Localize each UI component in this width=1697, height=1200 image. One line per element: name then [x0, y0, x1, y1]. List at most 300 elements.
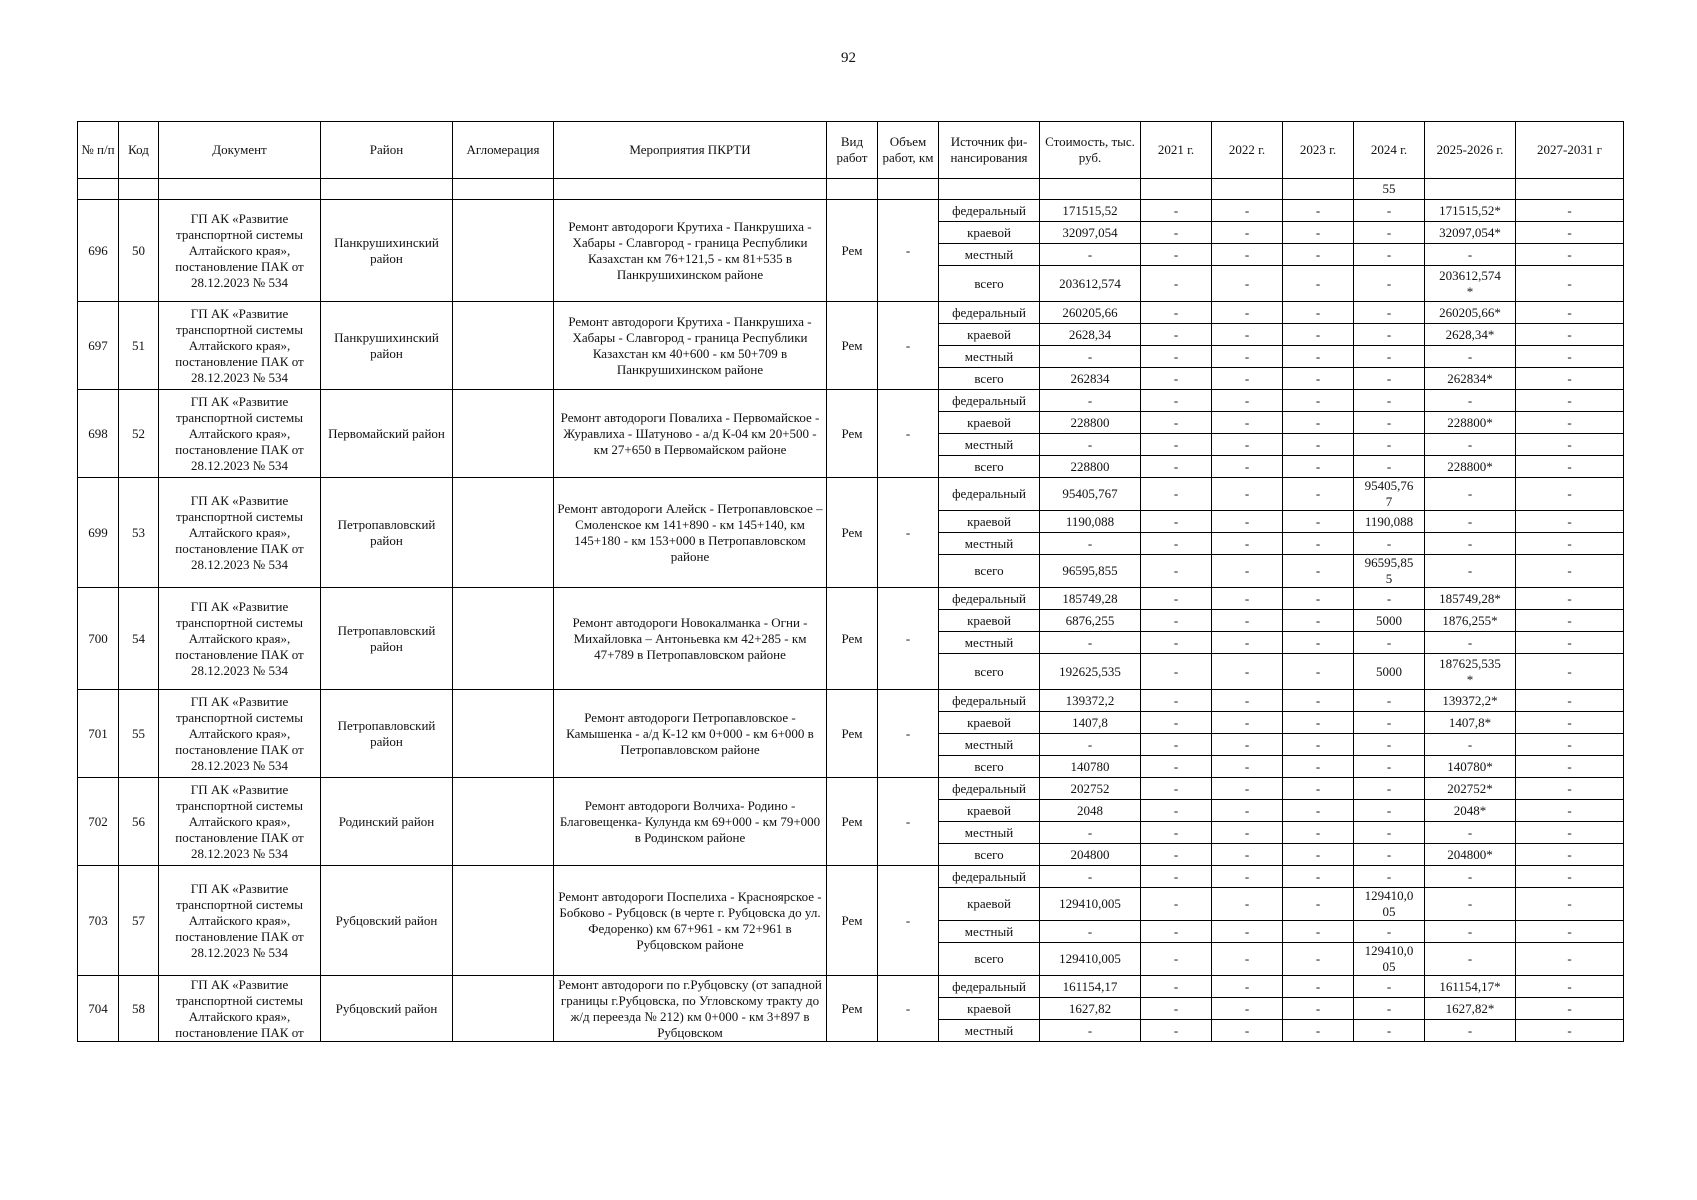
row-document: ГП АК «Развитие транспортной системы Алтайского края», постановление ПАК от 28.12.2023 № 534 — [159, 302, 321, 390]
row-agglomeration — [453, 866, 554, 976]
value-2027-2031: - — [1516, 610, 1624, 632]
funding-source: местный — [939, 346, 1040, 368]
value-2022: - — [1212, 734, 1283, 756]
funding-source: местный — [939, 533, 1040, 555]
row-volume: - — [878, 390, 939, 478]
row-num: 697 — [78, 302, 119, 390]
value-2023: - — [1283, 302, 1354, 324]
value-2024: - — [1354, 346, 1425, 368]
value-2027-2031: - — [1516, 734, 1624, 756]
row-agglomeration — [453, 302, 554, 390]
row-event: Ремонт автодороги Новокалманка - Огни - Михайловка – Антоньевка км 42+285 - км 47+789 в Петропавловском районе — [554, 588, 827, 690]
value-2024: - — [1354, 390, 1425, 412]
row-volume: - — [878, 478, 939, 588]
page-number: 92 — [841, 50, 856, 66]
row-agglomeration — [453, 690, 554, 778]
cost: 204800 — [1040, 844, 1141, 866]
value-2025-2026: 1407,8* — [1425, 712, 1516, 734]
value-2022: - — [1212, 511, 1283, 533]
cost: 161154,17 — [1040, 976, 1141, 998]
value-2024: - — [1354, 866, 1425, 888]
value-2027-2031: - — [1516, 866, 1624, 888]
value-2025-2026: - — [1425, 888, 1516, 921]
row-volume: - — [878, 200, 939, 302]
value-2024: - — [1354, 222, 1425, 244]
row-district: Первомайский район — [321, 390, 453, 478]
table-row — [78, 976, 1624, 998]
row-district: Рубцовский район — [321, 866, 453, 976]
value-2027-2031: - — [1516, 346, 1624, 368]
value-2023: - — [1283, 712, 1354, 734]
value-2023: - — [1283, 976, 1354, 998]
cost: - — [1040, 734, 1141, 756]
cost: - — [1040, 346, 1141, 368]
row-document: ГП АК «Развитие транспортной системы Алтайского края», постановление ПАК от 28.12.2023 № 534 — [159, 778, 321, 866]
value-2027-2031: - — [1516, 632, 1624, 654]
value-2023: - — [1283, 533, 1354, 555]
cost: - — [1040, 632, 1141, 654]
value-2022: - — [1212, 390, 1283, 412]
header-2025-2026: 2025-2026 г. — [1425, 122, 1516, 179]
value-2022: - — [1212, 690, 1283, 712]
value-2021: - — [1141, 222, 1212, 244]
value-2022: - — [1212, 976, 1283, 998]
funding-source: федеральный — [939, 302, 1040, 324]
value-2022: - — [1212, 943, 1283, 976]
row-event: Ремонт автодороги Крутиха - Панкрушиха - Хабары - Славгород - граница Республики Казахстан км 76+121,5 - км 81+535 в Панкрушихинском районе — [554, 200, 827, 302]
value-2021: - — [1141, 943, 1212, 976]
funding-source: местный — [939, 244, 1040, 266]
value-2021: - — [1141, 511, 1212, 533]
value-2025-2026: - — [1425, 533, 1516, 555]
value-2022: - — [1212, 800, 1283, 822]
value-2023: - — [1283, 511, 1354, 533]
value-2023: - — [1283, 888, 1354, 921]
row-num: 700 — [78, 588, 119, 690]
value-2024: - — [1354, 324, 1425, 346]
row-agglomeration — [453, 588, 554, 690]
row-volume: - — [878, 778, 939, 866]
value-2024: - — [1354, 368, 1425, 390]
table-row — [78, 866, 1624, 888]
value-2027-2031: - — [1516, 244, 1624, 266]
value-2024: - — [1354, 844, 1425, 866]
value-2021: - — [1141, 412, 1212, 434]
value-2021: - — [1141, 368, 1212, 390]
header-2021: 2021 г. — [1141, 122, 1212, 179]
row-document: ГП АК «Развитие транспортной системы Алтайского края», постановление ПАК от 28.12.2023 № 534 — [159, 478, 321, 588]
value-2027-2031: - — [1516, 222, 1624, 244]
cost: 202752 — [1040, 778, 1141, 800]
row-district: Петропавловский район — [321, 588, 453, 690]
row-district: Панкрушихинский район — [321, 200, 453, 302]
header-district: Район — [321, 122, 453, 179]
value-2022: - — [1212, 866, 1283, 888]
value-2025-2026: 161154,17* — [1425, 976, 1516, 998]
value-2021: - — [1141, 610, 1212, 632]
value-2024: - — [1354, 976, 1425, 998]
value-2024: 1190,088 — [1354, 511, 1425, 533]
value-2022: - — [1212, 244, 1283, 266]
value-2025-2026: 202752* — [1425, 778, 1516, 800]
value-2022: - — [1212, 888, 1283, 921]
value-2021: - — [1141, 478, 1212, 511]
value-2027-2031: - — [1516, 756, 1624, 778]
cost: 95405,767 — [1040, 478, 1141, 511]
row-agglomeration — [453, 200, 554, 302]
row-work-type: Рем — [827, 588, 878, 690]
value-2022: - — [1212, 200, 1283, 222]
value-2021: - — [1141, 800, 1212, 822]
cost: 228800 — [1040, 456, 1141, 478]
row-district: Петропавловский район — [321, 690, 453, 778]
header-row — [78, 122, 1624, 179]
table-row — [78, 778, 1624, 800]
value-2023: - — [1283, 324, 1354, 346]
value-2024: - — [1354, 690, 1425, 712]
value-2023: - — [1283, 921, 1354, 943]
header-num: № п/п — [78, 122, 119, 179]
value-2021: - — [1141, 346, 1212, 368]
value-2022: - — [1212, 434, 1283, 456]
value-2023: - — [1283, 266, 1354, 302]
value-2021: - — [1141, 390, 1212, 412]
cost: 6876,255 — [1040, 610, 1141, 632]
value-2021: - — [1141, 822, 1212, 844]
value-2025-2026: - — [1425, 511, 1516, 533]
value-2022: - — [1212, 632, 1283, 654]
value-2022: - — [1212, 266, 1283, 302]
value-2023: - — [1283, 555, 1354, 588]
value-2025-2026: 262834* — [1425, 368, 1516, 390]
value-2024: - — [1354, 921, 1425, 943]
cost: 129410,005 — [1040, 943, 1141, 976]
cost: 140780 — [1040, 756, 1141, 778]
value-2024: 5000 — [1354, 610, 1425, 632]
cost: - — [1040, 1020, 1141, 1042]
value-2022: - — [1212, 555, 1283, 588]
value-2027-2031: - — [1516, 844, 1624, 866]
cost: - — [1040, 533, 1141, 555]
value-2024: 129410,0 05 — [1354, 888, 1425, 921]
value-2027-2031: - — [1516, 888, 1624, 921]
value-2024: - — [1354, 302, 1425, 324]
cost: 96595,855 — [1040, 555, 1141, 588]
value-2025-2026: 32097,054* — [1425, 222, 1516, 244]
value-2021: - — [1141, 533, 1212, 555]
value-2025-2026: - — [1425, 346, 1516, 368]
row-event: Ремонт автодороги Алейск - Петропавловское – Смоленское км 141+890 - км 145+140, км 145+180 - км 153+000 в Петропавловском районе — [554, 478, 827, 588]
value-2022: - — [1212, 778, 1283, 800]
value-2021: - — [1141, 998, 1212, 1020]
header-2024: 2024 г. — [1354, 122, 1425, 179]
subheader-2024-value: 55 — [1354, 179, 1425, 200]
value-2021: - — [1141, 844, 1212, 866]
cost: 139372,2 — [1040, 690, 1141, 712]
row-agglomeration — [453, 478, 554, 588]
header-2023: 2023 г. — [1283, 122, 1354, 179]
value-2025-2026: - — [1425, 822, 1516, 844]
value-2023: - — [1283, 610, 1354, 632]
value-2025-2026: 140780* — [1425, 756, 1516, 778]
cost: 1627,82 — [1040, 998, 1141, 1020]
value-2027-2031: - — [1516, 302, 1624, 324]
value-2022: - — [1212, 533, 1283, 555]
cost: 171515,52 — [1040, 200, 1141, 222]
cost: - — [1040, 244, 1141, 266]
row-num: 696 — [78, 200, 119, 302]
value-2025-2026: 171515,52* — [1425, 200, 1516, 222]
cost: - — [1040, 921, 1141, 943]
row-document: ГП АК «Развитие транспортной системы Алтайского края», постановление ПАК от 28.12.2023 № 534 — [159, 588, 321, 690]
value-2023: - — [1283, 478, 1354, 511]
cost: 192625,535 — [1040, 654, 1141, 690]
value-2023: - — [1283, 866, 1354, 888]
value-2027-2031: - — [1516, 998, 1624, 1020]
value-2023: - — [1283, 844, 1354, 866]
value-2023: - — [1283, 756, 1354, 778]
value-2023: - — [1283, 412, 1354, 434]
value-2024: 95405,76 7 — [1354, 478, 1425, 511]
row-event: Ремонт автодороги Поспелиха - Красноярское - Бобково - Рубцовск (в черте г. Рубцовска до ул. Федоренко) км 67+961 - км 72+961 в Рубцовском районе — [554, 866, 827, 976]
funding-source: всего — [939, 266, 1040, 302]
value-2024: - — [1354, 800, 1425, 822]
funding-source: местный — [939, 734, 1040, 756]
value-2023: - — [1283, 800, 1354, 822]
funding-source: местный — [939, 921, 1040, 943]
cost: 203612,574 — [1040, 266, 1141, 302]
value-2027-2031: - — [1516, 412, 1624, 434]
value-2025-2026: 2628,34* — [1425, 324, 1516, 346]
value-2024: 5000 — [1354, 654, 1425, 690]
value-2021: - — [1141, 756, 1212, 778]
funding-source: всего — [939, 368, 1040, 390]
row-num: 699 — [78, 478, 119, 588]
row-work-type: Рем — [827, 690, 878, 778]
header-cost: Стоимость, тыс. руб. — [1040, 122, 1141, 179]
funding-source: краевой — [939, 511, 1040, 533]
header-funding-source: Источник фи-нансирования — [939, 122, 1040, 179]
value-2023: - — [1283, 998, 1354, 1020]
funding-source: всего — [939, 844, 1040, 866]
funding-source: федеральный — [939, 200, 1040, 222]
cost: 185749,28 — [1040, 588, 1141, 610]
value-2022: - — [1212, 756, 1283, 778]
cost: - — [1040, 390, 1141, 412]
funding-source: краевой — [939, 324, 1040, 346]
row-num: 698 — [78, 390, 119, 478]
value-2025-2026: 228800* — [1425, 412, 1516, 434]
funding-source: федеральный — [939, 390, 1040, 412]
value-2027-2031: - — [1516, 654, 1624, 690]
value-2027-2031: - — [1516, 800, 1624, 822]
value-2025-2026: 203612,574 * — [1425, 266, 1516, 302]
table-row — [78, 478, 1624, 511]
row-volume: - — [878, 588, 939, 690]
value-2027-2031: - — [1516, 478, 1624, 511]
value-2025-2026: - — [1425, 555, 1516, 588]
row-document: ГП АК «Развитие транспортной системы Алтайского края», постановление ПАК от 28.12.2023 № 534 — [159, 200, 321, 302]
row-num: 704 — [78, 976, 119, 1042]
value-2022: - — [1212, 346, 1283, 368]
value-2023: - — [1283, 390, 1354, 412]
row-agglomeration — [453, 778, 554, 866]
row-event: Ремонт автодороги Повалиха - Первомайское - Журавлиха - Шатуново - а/д К-04 км 20+500 - км 27+650 в Первомайском районе — [554, 390, 827, 478]
value-2022: - — [1212, 921, 1283, 943]
value-2023: - — [1283, 456, 1354, 478]
cost: - — [1040, 866, 1141, 888]
value-2023: - — [1283, 434, 1354, 456]
row-event: Ремонт автодороги Волчиха- Родино - Благовещенка- Кулунда км 69+000 - км 79+000 в Родинском районе — [554, 778, 827, 866]
value-2021: - — [1141, 588, 1212, 610]
row-work-type: Рем — [827, 478, 878, 588]
value-2022: - — [1212, 588, 1283, 610]
row-district: Рубцовский район — [321, 976, 453, 1042]
value-2024: - — [1354, 756, 1425, 778]
value-2027-2031: - — [1516, 200, 1624, 222]
row-district: Панкрушихинский район — [321, 302, 453, 390]
row-num: 701 — [78, 690, 119, 778]
funding-source: федеральный — [939, 976, 1040, 998]
funding-source: местный — [939, 632, 1040, 654]
value-2021: - — [1141, 266, 1212, 302]
value-2021: - — [1141, 1020, 1212, 1042]
row-document: ГП АК «Развитие транспортной системы Алтайского края», постановление ПАК от 28.12.2023 № 534 — [159, 866, 321, 976]
value-2023: - — [1283, 368, 1354, 390]
value-2023: - — [1283, 632, 1354, 654]
value-2027-2031: - — [1516, 266, 1624, 302]
value-2024: - — [1354, 244, 1425, 266]
value-2025-2026: - — [1425, 244, 1516, 266]
value-2024: 96595,85 5 — [1354, 555, 1425, 588]
value-2027-2031: - — [1516, 690, 1624, 712]
value-2024: - — [1354, 1020, 1425, 1042]
row-work-type: Рем — [827, 302, 878, 390]
cost: 2628,34 — [1040, 324, 1141, 346]
funding-source: краевой — [939, 800, 1040, 822]
value-2027-2031: - — [1516, 778, 1624, 800]
value-2022: - — [1212, 302, 1283, 324]
value-2021: - — [1141, 302, 1212, 324]
value-2025-2026: 228800* — [1425, 456, 1516, 478]
value-2024: - — [1354, 712, 1425, 734]
row-work-type: Рем — [827, 200, 878, 302]
row-document: ГП АК «Развитие транспортной системы Алтайского края», постановление ПАК от 28.12.2023 № 534 — [159, 390, 321, 478]
value-2027-2031: - — [1516, 712, 1624, 734]
funding-source: федеральный — [939, 778, 1040, 800]
value-2027-2031: - — [1516, 943, 1624, 976]
row-work-type: Рем — [827, 390, 878, 478]
value-2027-2031: - — [1516, 822, 1624, 844]
value-2025-2026: - — [1425, 943, 1516, 976]
value-2024: - — [1354, 456, 1425, 478]
funding-source: всего — [939, 943, 1040, 976]
table-row — [78, 690, 1624, 712]
row-event: Ремонт автодороги Крутиха - Панкрушиха - Хабары - Славгород - граница Республики Казахстан км 40+600 - км 50+709 в Панкрушихинском районе — [554, 302, 827, 390]
value-2025-2026: - — [1425, 921, 1516, 943]
value-2025-2026: - — [1425, 1020, 1516, 1042]
value-2021: - — [1141, 555, 1212, 588]
value-2022: - — [1212, 998, 1283, 1020]
value-2024: - — [1354, 588, 1425, 610]
value-2023: - — [1283, 588, 1354, 610]
cost: 228800 — [1040, 412, 1141, 434]
cost: 262834 — [1040, 368, 1141, 390]
value-2024: - — [1354, 266, 1425, 302]
row-document: ГП АК «Развитие транспортной системы Алтайского края», постановление ПАК от 28.12.2023 № 534 — [159, 690, 321, 778]
value-2021: - — [1141, 734, 1212, 756]
value-2022: - — [1212, 478, 1283, 511]
value-2021: - — [1141, 200, 1212, 222]
row-num: 703 — [78, 866, 119, 976]
funding-source: всего — [939, 555, 1040, 588]
value-2023: - — [1283, 200, 1354, 222]
table-row — [78, 200, 1624, 222]
row-district: Петропавловский район — [321, 478, 453, 588]
table-row — [78, 588, 1624, 610]
value-2025-2026: - — [1425, 478, 1516, 511]
value-2024: - — [1354, 412, 1425, 434]
value-2021: - — [1141, 888, 1212, 921]
header-work-type: Вид работ — [827, 122, 878, 179]
funding-source: краевой — [939, 998, 1040, 1020]
value-2021: - — [1141, 456, 1212, 478]
value-2021: - — [1141, 778, 1212, 800]
funding-source: федеральный — [939, 690, 1040, 712]
table-row — [78, 302, 1624, 324]
value-2021: - — [1141, 324, 1212, 346]
header-2027-2031: 2027-2031 г — [1516, 122, 1624, 179]
value-2027-2031: - — [1516, 921, 1624, 943]
cost: 32097,054 — [1040, 222, 1141, 244]
value-2023: - — [1283, 690, 1354, 712]
cost: - — [1040, 434, 1141, 456]
funding-source: краевой — [939, 610, 1040, 632]
value-2021: - — [1141, 690, 1212, 712]
value-2022: - — [1212, 822, 1283, 844]
value-2023: - — [1283, 734, 1354, 756]
row-work-type: Рем — [827, 976, 878, 1042]
value-2024: - — [1354, 778, 1425, 800]
value-2022: - — [1212, 368, 1283, 390]
row-document: ГП АК «Развитие транспортной системы Алтайского края», постановление ПАК от — [159, 976, 321, 1042]
value-2025-2026: - — [1425, 734, 1516, 756]
value-2021: - — [1141, 434, 1212, 456]
table-row — [78, 390, 1624, 412]
row-code: 54 — [119, 588, 159, 690]
value-2025-2026: 260205,66* — [1425, 302, 1516, 324]
value-2025-2026: 204800* — [1425, 844, 1516, 866]
value-2024: 129410,0 05 — [1354, 943, 1425, 976]
value-2025-2026: 139372,2* — [1425, 690, 1516, 712]
value-2021: - — [1141, 976, 1212, 998]
value-2022: - — [1212, 222, 1283, 244]
row-code: 51 — [119, 302, 159, 390]
row-num: 702 — [78, 778, 119, 866]
row-district: Родинский район — [321, 778, 453, 866]
header-document: Документ — [159, 122, 321, 179]
value-2025-2026: - — [1425, 390, 1516, 412]
value-2022: - — [1212, 324, 1283, 346]
funding-source: местный — [939, 822, 1040, 844]
funding-source: всего — [939, 756, 1040, 778]
row-code: 57 — [119, 866, 159, 976]
funding-source: краевой — [939, 888, 1040, 921]
cost: 129410,005 — [1040, 888, 1141, 921]
cost: 2048 — [1040, 800, 1141, 822]
value-2025-2026: - — [1425, 866, 1516, 888]
value-2024: - — [1354, 533, 1425, 555]
